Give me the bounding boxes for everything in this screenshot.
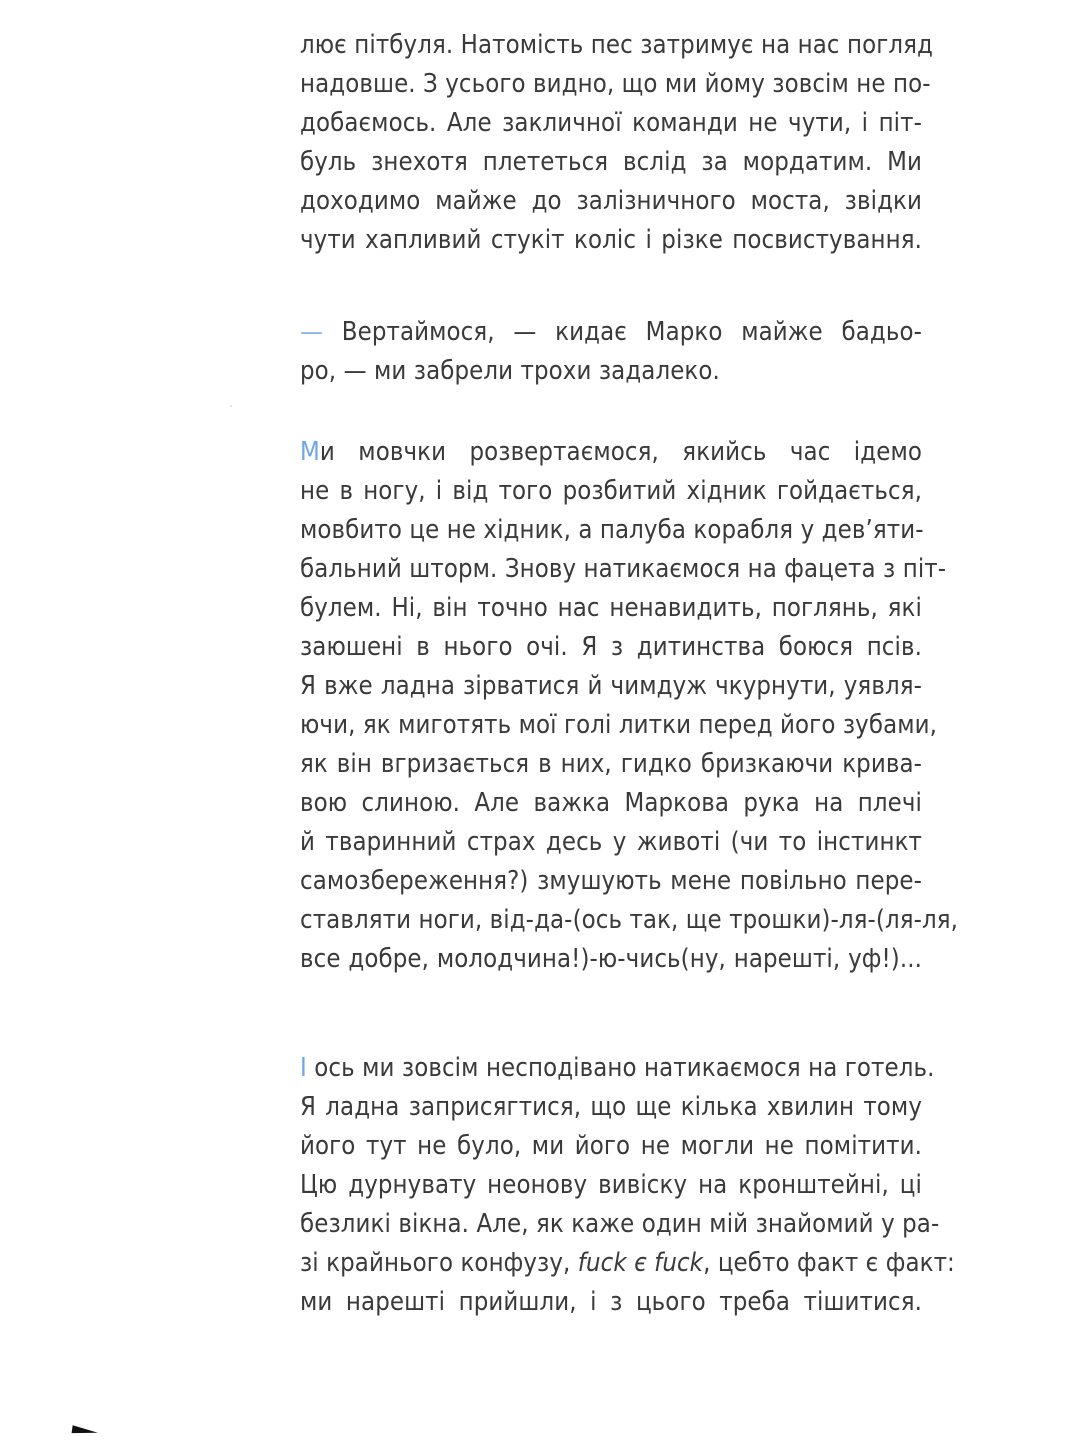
text-line (300, 433, 922, 472)
text-line: й тваринний страх десь у животі (чи то інстинкт (300, 827, 922, 857)
paragraph-2-dialogue (300, 313, 922, 391)
text-line: вою слиною. Але важка Маркова рука на плечі (300, 788, 922, 818)
text-line (300, 313, 922, 352)
text-line: ючи, як миготять мої голі литки перед його зубами, (300, 710, 938, 740)
dialogue-text: Вертаймося, — кидає Марко майже бадьо- (323, 317, 922, 347)
italic-phrase: fuck є fuck (577, 1248, 704, 1278)
text-line: самозбереження?) змушують мене повільно пере- (300, 866, 922, 896)
text-line: надовше. З усього видно, що ми йому зовсім не по- (300, 69, 931, 99)
text-line: булем. Ні, він точно нас ненавидить, поглянь, які (300, 593, 922, 623)
text-line: ставляти ноги, від-да-(ось так, ще трошки)-ля-(ля-ля, (300, 905, 959, 935)
text-line: безликі вікна. Але, як каже один мій знайомий у ра- (300, 1209, 940, 1239)
text-line (300, 1049, 935, 1088)
line-text: и мовчки розвертаємося, якийсь час ідемо (319, 437, 922, 467)
text-line: Я ладна заприсягтися, що ще кілька хвилин тому (300, 1092, 922, 1122)
text-line: добаємось. Але закличної команди не чути, і піт- (300, 108, 922, 138)
line-text: ось ми зовсім несподівано натикаємося на готель. (306, 1053, 935, 1083)
scan-speck (230, 405, 232, 407)
dropcap: М (300, 437, 320, 467)
text-line: ро, — ми забрели трохи задалеко. (300, 356, 720, 386)
paragraph-3 (300, 433, 959, 979)
text-line: чути хапливий стукіт коліс і різке посвистування. (300, 225, 922, 255)
text-line: ми нарешті прийшли, і з цього треба тішитися. (300, 1287, 922, 1317)
line-text-before: зі крайнього конфузу, (300, 1248, 578, 1278)
text-line: Цю дурнувату неонову вивіску на кронштейні, ці (300, 1170, 922, 1200)
text-line: його тут не було, ми його не могли не помітити. (300, 1131, 922, 1161)
text-line: Я вже ладна зірватися й чимдуж чкурнути, уявля- (300, 671, 922, 701)
text-line: як він вгризається в них, гидко бризкаючи крива- (300, 749, 922, 779)
text-line: не в ногу, і від того розбитий хідник гойдається, (300, 476, 922, 506)
page-corner-mark (72, 1425, 99, 1437)
text-line (300, 1244, 955, 1283)
text-line: мовбито це не хідник, а палуба корабля у дев’яти- (300, 515, 924, 545)
text-line: все добре, молодчина!)-ю-чись(ну, нарешті, уф!)... (300, 944, 922, 974)
dialogue-dash: — (300, 317, 324, 347)
paragraph-4 (300, 1049, 955, 1322)
text-line: лює пітбуля. Натомість пес затримує на нас погляд (300, 30, 933, 60)
paragraph-1 (300, 26, 933, 260)
text-line: доходимо майже до залізничного моста, звідки (300, 186, 922, 216)
line-text-after: , цебто факт є факт: (703, 1248, 955, 1278)
text-line: буль знехотя плететься вслід за мордатим. Ми (300, 147, 922, 177)
text-line: заюшені в нього очі. Я з дитинства боюся псів. (300, 632, 922, 662)
dropcap: І (300, 1053, 307, 1083)
text-line: бальний шторм. Знову натикаємося на фацета з піт- (300, 554, 947, 584)
